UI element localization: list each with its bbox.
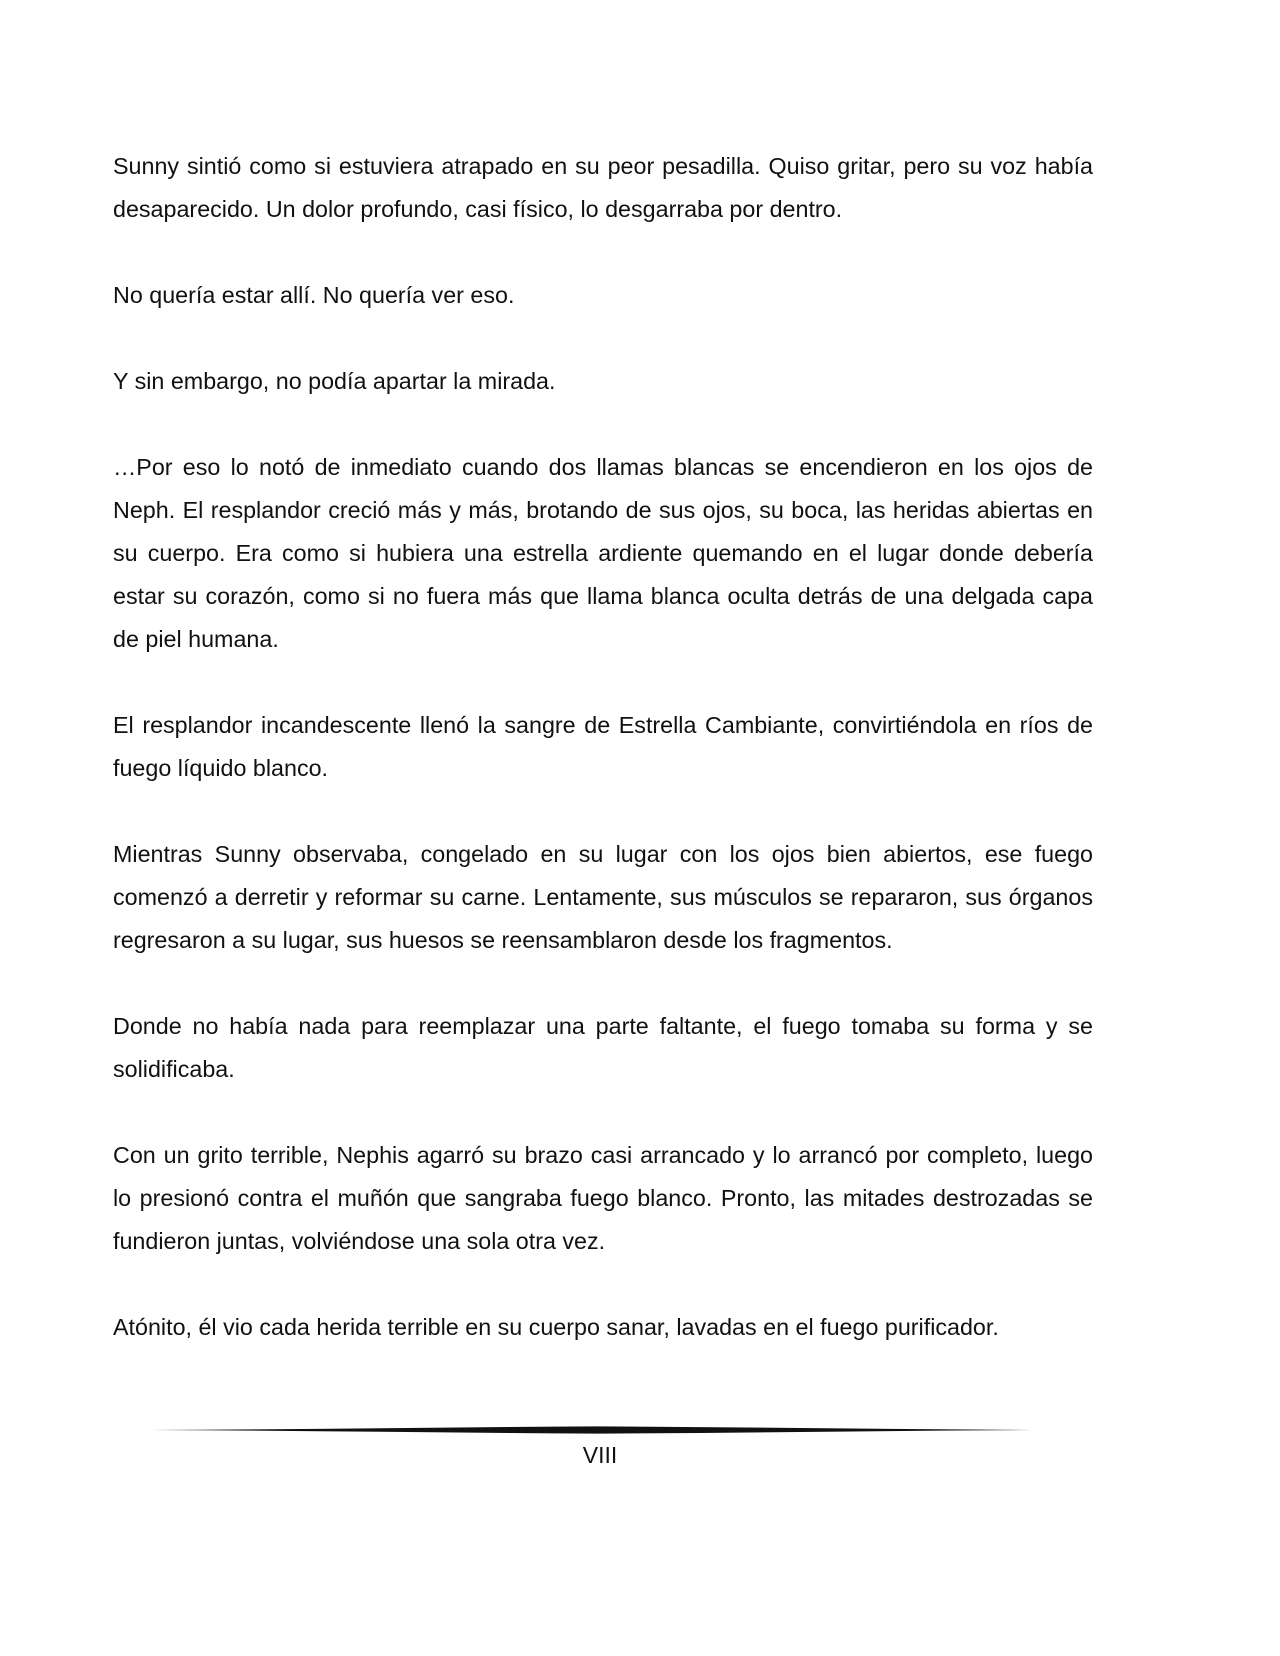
paragraph-5: El resplandor incandescente llenó la sangre de Estrella Cambiante, convirtiéndola en ríos de fuego líquido blanco. bbox=[113, 712, 1093, 781]
footer-divider bbox=[150, 1424, 1050, 1436]
paragraph-2: No quería estar allí. No quería ver eso. bbox=[113, 282, 515, 308]
paragraph-6: Mientras Sunny observaba, congelado en su lugar con los ojos bien abiertos, ese fuego comenzó a derretir y reformar su carne. Lentamente, sus músculos se repararon, sus órganos regresaron a su lugar, sus huesos se reensamblaron desde los fragmentos. bbox=[113, 841, 1093, 953]
page-number: VIII bbox=[582, 1442, 618, 1468]
paragraph-7: Donde no había nada para reemplazar una parte faltante, el fuego tomaba su forma y se solidificaba. bbox=[113, 1013, 1093, 1082]
body-text bbox=[113, 145, 1093, 1392]
paragraph-9: Atónito, él vio cada herida terrible en su cuerpo sanar, lavadas en el fuego purificador. bbox=[113, 1314, 999, 1340]
paragraph-8: Con un grito terrible, Nephis agarró su brazo casi arrancado y lo arrancó por completo, luego lo presionó contra el muñón que sangraba fuego blanco. Pronto, las mitades destrozadas se fundieron juntas, volviéndose una sola otra vez. bbox=[113, 1142, 1093, 1254]
paragraph-1: Sunny sintió como si estuviera atrapado en su peor pesadilla. Quiso gritar, pero su voz había desaparecido. Un dolor profundo, casi físico, lo desgarraba por dentro. bbox=[113, 153, 1093, 222]
paragraph-4: …Por eso lo notó de inmediato cuando dos llamas blancas se encendieron en los ojos de Neph. El resplandor creció más y más, brotando de sus ojos, su boca, las heridas abiertas en su cuerpo. Era como si hubiera una estrella ardiente quemando en el lugar donde debería estar su corazón, como si no fuera más que llama blanca oculta detrás de una delgada capa de piel humana. bbox=[113, 454, 1093, 652]
paragraph-3: Y sin embargo, no podía apartar la mirada. bbox=[113, 368, 556, 394]
